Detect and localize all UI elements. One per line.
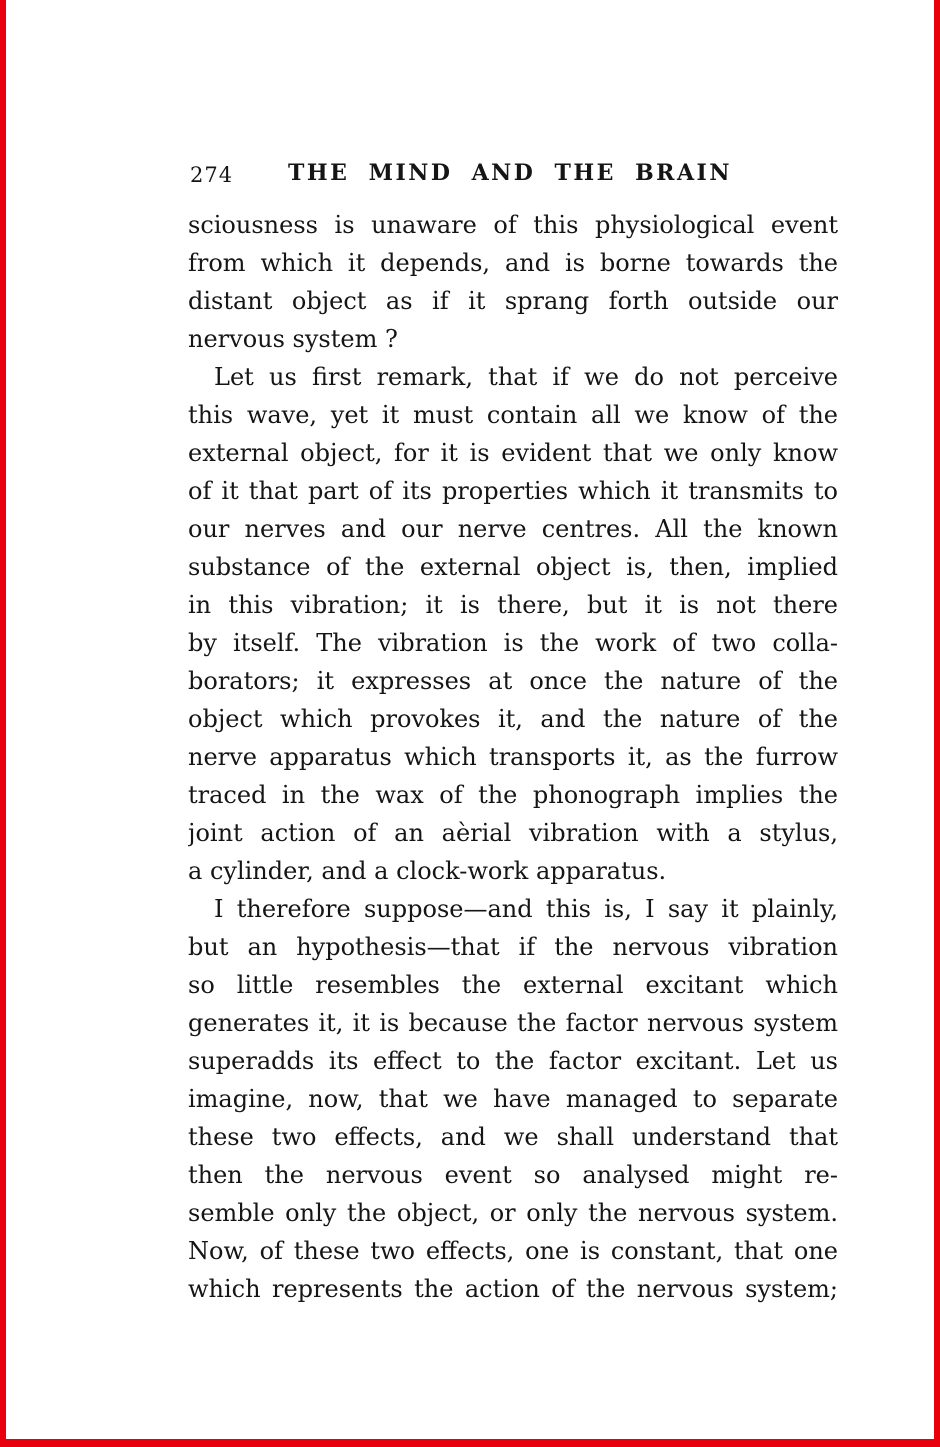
- text-line: borators; it expresses at once the nature of the: [188, 667, 838, 695]
- text-line: in this vibration; it is there, but it is not there: [188, 591, 838, 619]
- text-line: generates it, it is because the factor nervous system: [188, 1009, 838, 1037]
- paragraph: [188, 890, 838, 1308]
- text-line: but an hypothesis—that if the nervous vibration: [188, 933, 838, 961]
- text-line: semble only the object, or only the nervous system.: [188, 1199, 838, 1227]
- text-line: distant object as if it sprang forth outside our: [188, 287, 838, 315]
- page-header: [188, 158, 838, 190]
- text-line: sciousness is unaware of this physiological event: [188, 211, 838, 239]
- text-line: by itself. The vibration is the work of two colla-: [188, 629, 838, 657]
- text-line: so little resembles the external excitant which: [188, 971, 838, 999]
- text-line: Now, of these two effects, one is constant, that one: [188, 1237, 838, 1265]
- text-line: superadds its effect to the factor excitant. Let us: [188, 1047, 838, 1075]
- scan-edge-right: [934, 0, 940, 1447]
- text-line: traced in the wax of the phonograph implies the: [188, 781, 838, 809]
- text-line: this wave, yet it must contain all we know of the: [188, 401, 838, 429]
- scan-edge-left: [0, 0, 6, 1447]
- paragraph: [188, 358, 838, 890]
- text-line: Let us first remark, that if we do not perceive: [214, 363, 838, 391]
- text-line: from which it depends, and is borne towards the: [188, 249, 838, 277]
- text-line: joint action of an aèrial vibration with a stylus,: [188, 819, 838, 847]
- text-line: a cylinder, and a clock-work apparatus.: [188, 857, 667, 885]
- text-block: [188, 206, 838, 1308]
- text-line: nerve apparatus which transports it, as the furrow: [188, 743, 838, 771]
- text-line: external object, for it is evident that we only know: [188, 439, 838, 467]
- text-line: imagine, now, that we have managed to separate: [188, 1085, 838, 1113]
- text-line: which represents the action of the nervous system;: [188, 1275, 838, 1303]
- text-line: of it that part of its properties which it transmits to: [188, 477, 838, 505]
- text-line: substance of the external object is, then, implied: [188, 553, 838, 581]
- text-line: these two effects, and we shall understand that: [188, 1123, 838, 1151]
- text-line: object which provokes it, and the nature of the: [188, 705, 838, 733]
- text-line: nervous system ?: [188, 325, 398, 353]
- text-line: I therefore suppose—and this is, I say it plainly,: [214, 895, 838, 923]
- text-line: then the nervous event so analysed might re-: [188, 1161, 838, 1189]
- running-title: THE MIND AND THE BRAIN: [288, 160, 732, 186]
- paragraph: [188, 206, 838, 358]
- page-number: 274: [190, 163, 234, 187]
- text-line: our nerves and our nerve centres. All the known: [188, 515, 838, 543]
- scan-edge-bottom: [0, 1439, 940, 1447]
